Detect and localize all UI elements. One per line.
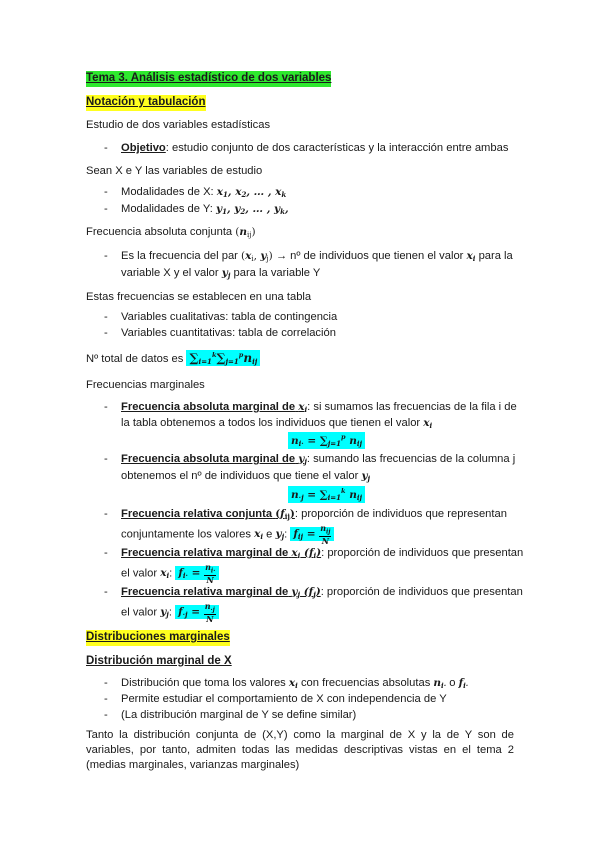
m5-line1 xyxy=(121,585,523,600)
bullet-dash: - xyxy=(104,709,108,721)
m3-label: Frecuencia relativa conjunta $(f_{ij})$ xyxy=(121,508,295,521)
m1-formula: $n_{i\cdot} = \sum_{j=1}^p$ $n_{ij}$ xyxy=(288,432,365,449)
m1-line2: la tabla obtenemos a todos los individuos que tienen el valor $x_i$ xyxy=(121,417,433,430)
text-span: Frecuencia absoluta marginal de xyxy=(121,401,296,413)
frec-abs-conj-line2 xyxy=(121,266,320,281)
sean-text: Sean X e Y las variables de estudio xyxy=(86,165,263,177)
text-span: e xyxy=(266,528,273,541)
text-span: con frecuencias absolutas xyxy=(300,677,431,689)
total-datos-label: Nº total de datos es xyxy=(86,353,184,365)
text-span: obtenemos el nº de individuos que tiene el valor xyxy=(121,470,359,482)
tabla-item-cualitativas: Variables cualitativas: tabla de contingencia xyxy=(121,311,338,323)
text-span: Distribución que toma los valores xyxy=(121,677,286,689)
m3-formula: $f_{ij}$ = $\frac{n_{ij}}{N}$ xyxy=(290,527,334,541)
m2-line1 xyxy=(121,452,515,467)
m5-line2: el valor $y_j$: $f_{\cdot j}$ = $\frac{n_{\cdot j}}{N}$ xyxy=(121,602,219,623)
text-span: variable X y el valor xyxy=(121,267,219,279)
modalidades-y-line xyxy=(121,202,289,217)
text-span: Frecuencia relativa marginal de xyxy=(121,547,289,559)
bullet-dash: - xyxy=(104,508,108,520)
bullet-dash: - xyxy=(104,327,108,339)
total-sum-formula: $\sum_{i=1}^k\sum_{j=1}^pn_{ij}$ xyxy=(186,350,260,366)
text-span: o xyxy=(449,677,456,689)
tabla-item-cuantitativas: Variables cuantitativas: tabla de correlación xyxy=(121,327,336,339)
bullet-dash: - xyxy=(104,142,108,154)
tabla-intro: Estas frecuencias se establecen en una tabla xyxy=(86,291,312,303)
m5-formula: $f_{\cdot j}$ = $\frac{n_{\cdot j}}{N}$ xyxy=(175,605,219,619)
pair-formula: ($x_i$, $y_j$) xyxy=(241,250,273,263)
m4-formula: $f_{i\cdot}$ = $\frac{n_{i\cdot}}{N}$ xyxy=(175,566,219,580)
bullet-dash: - xyxy=(104,586,108,598)
frec-abs-conj-label: Frecuencia absoluta conjunta xyxy=(86,226,233,238)
m1-label: Frecuencia absoluta marginal de $x_i$ xyxy=(121,401,308,414)
text-span: : sumando las frecuencias de la columna j xyxy=(306,453,516,465)
m5-label: Frecuencia relativa marginal de $y_j$ $(f_j)$ xyxy=(121,586,321,599)
final-paragraph: Tanto la distribución conjunta de (X,Y) como la marginal de X y la de Y son de variables, por tanto, admiten todas las medidas descriptivas vistas en el tema 2 (medias marginales, varianzas marginales) xyxy=(86,729,514,772)
dx-line1: Distribución que toma los valores $x_i$ con frecuencias absolutas $n_{i\cdot}$ o $f_{i\cdot}$ xyxy=(121,677,469,690)
bullet-dash: - xyxy=(104,186,108,198)
total-datos-line xyxy=(86,350,260,367)
bullet-dash: - xyxy=(104,311,108,323)
bullet-dash: - xyxy=(104,547,108,559)
modalidades-y-label: Modalidades de Y: xyxy=(121,203,213,215)
text-span: Frecuencia relativa conjunta xyxy=(121,508,273,520)
dx-line2: Permite estudiar el comportamiento de X con independencia de Y xyxy=(121,693,447,705)
modalidades-y-formula: $y_1$, $y_2$, … , $y_k$, xyxy=(215,203,289,216)
nij-formula: $(n_{ij})$ xyxy=(235,226,256,239)
text-span: Es la frecuencia del par xyxy=(121,250,238,262)
objetivo-line xyxy=(121,141,508,156)
xi-formula: $x_i$ xyxy=(466,250,476,263)
section-marginal-x-heading: Distribución marginal de X xyxy=(86,655,232,667)
marginales-heading: Frecuencias marginales xyxy=(86,379,205,391)
section-notacion-heading: Notación y tabulación xyxy=(86,95,206,111)
m4-label: Frecuencia relativa marginal de $x_i$ $(f_i)$ xyxy=(121,547,322,560)
frec-abs-conj-line1 xyxy=(121,249,513,264)
text-span: la tabla obtenemos a todos los individuos que tienen el valor xyxy=(121,417,421,429)
bullet-dash: - xyxy=(104,250,108,262)
text-span: para la xyxy=(478,250,513,262)
section-distribuciones-heading: Distribuciones marginales xyxy=(86,630,230,646)
modalidades-x-line xyxy=(121,185,286,200)
bullet-dash: - xyxy=(104,401,108,413)
frec-abs-conj-heading xyxy=(86,225,256,240)
modalidades-x-label: Modalidades de X: xyxy=(121,186,214,198)
bullet-dash: - xyxy=(104,677,108,689)
text-span: : proporción de individuos que presentan xyxy=(321,547,524,559)
text-span: Frecuencia absoluta marginal de xyxy=(121,453,296,465)
objetivo-label: Objetivo xyxy=(121,142,166,154)
text-span: : proporción de individuos que representan xyxy=(294,508,507,520)
m3-line2: conjuntamente los valores $x_i$ e $y_j$: $f_{ij}$ = $\frac{n_{ij}}{N}$ xyxy=(121,524,334,545)
intro-text: Estudio de dos variables estadísticas xyxy=(86,119,271,131)
m3-line1 xyxy=(121,507,507,522)
text-span: el valor xyxy=(121,567,158,580)
m1-line1 xyxy=(121,400,517,415)
bullet-dash: - xyxy=(104,693,108,705)
m4-line1 xyxy=(121,546,523,561)
text-span: : si sumamos las frecuencias de la fila i de xyxy=(307,401,517,413)
dx-line3: (La distribución marginal de Y se define similar) xyxy=(121,709,357,721)
text-span: el valor xyxy=(121,606,158,619)
m2-formula: $n_{\cdot j} = \sum_{i=1}^k$ $n_{ij}$ xyxy=(288,486,365,503)
m4-line2: el valor $x_i$: $f_{i\cdot}$ = $\frac{n_{i\cdot}}{N}$ xyxy=(121,563,219,584)
m2-line2: obtenemos el nº de individuos que tiene el valor $y_j$ xyxy=(121,470,371,483)
modalidades-x-formula: $x_1$, $x_2$, … , $x_k$ xyxy=(216,186,287,199)
text-span: para la variable Y xyxy=(233,267,321,279)
text-span: Frecuencia relativa marginal de xyxy=(121,586,289,598)
yj-formula: $y_j$ xyxy=(221,267,231,280)
m2-label: Frecuencia absoluta marginal de $y_j$ xyxy=(121,453,307,466)
bullet-dash: - xyxy=(104,203,108,215)
bullet-dash: - xyxy=(104,453,108,465)
objetivo-text: : estudio conjunto de dos características y la interacción entre ambas xyxy=(165,142,509,154)
text-span: conjuntamente los valores xyxy=(121,528,251,541)
document-title: Tema 3. Análisis estadístico de dos variables xyxy=(86,71,331,87)
text-span: : proporción de individuos que presentan xyxy=(320,586,523,598)
text-span: → nº de individuos que tienen el valor xyxy=(275,250,464,262)
